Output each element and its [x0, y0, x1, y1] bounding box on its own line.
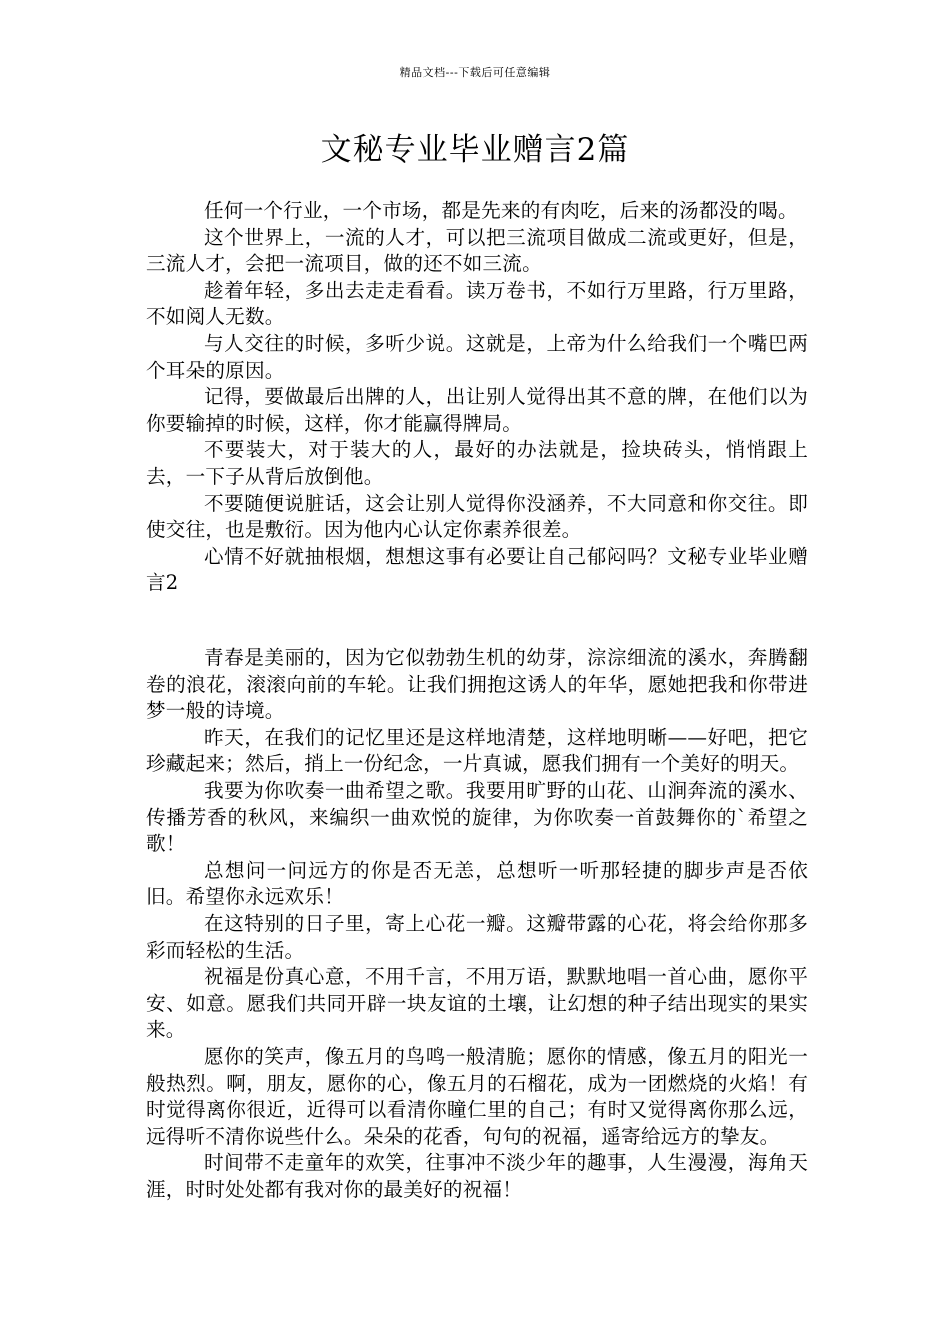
- page-header: 精品文档---下载后可任意编辑: [399, 66, 551, 79]
- paragraph: 祝福是份真心意，不用千言，不用万语，默默地唱一首心曲，愿你平安、如意。愿我们共同开辟一块友谊的土壤，让幻想的种子结出现实的果实来。: [146, 965, 808, 1042]
- article-section-1: [146, 198, 808, 597]
- paragraph: 与人交往的时候，多听少说。这就是，上帝为什么给我们一个嘴巴两个耳朵的原因。: [146, 331, 808, 382]
- paragraph: 愿你的笑声，像五月的鸟鸣一般清脆；愿你的情感，像五月的阳光一般热烈。啊，朋友，愿你的心，像五月的石榴花，成为一团燃烧的火焰！有时觉得离你很近，近得可以看清你瞳仁里的自己；有时又觉得离你那么远，远得听不清你说些什么。朵朵的花香，句句的祝福，遥寄给远方的挚友。: [146, 1044, 808, 1148]
- paragraph: 记得，要做最后出牌的人，出让别人觉得出其不意的牌，在他们以为你要输掉的时候，这样，你才能赢得牌局。: [146, 385, 808, 435]
- paragraph: 不要随便说脏话，这会让别人觉得你没涵养，不大同意和你交往。即使交往，也是敷衍。因为他内心认定你素养很差。: [146, 491, 808, 542]
- paragraph: 时间带不走童年的欢笑，往事冲不淡少年的趣事，人生漫漫，海角天涯，时时处处都有我对你的最美好的祝福！: [146, 1151, 808, 1201]
- paragraph: 昨天，在我们的记忆里还是这样地清楚，这样地明晰——好吧，把它珍藏起来；然后，捎上一份纪念，一片真诚，愿我们拥有一个美好的明天。: [146, 725, 808, 776]
- paragraph: 心情不好就抽根烟，想想这事有必要让自己郁闷吗？文秘专业毕业赠言2: [146, 544, 808, 595]
- paragraph: 在这特别的日子里，寄上心花一瓣。这瓣带露的心花，将会给你那多彩而轻松的生活。: [146, 911, 808, 962]
- paragraph: 任何一个行业，一个市场，都是先来的有肉吃，后来的汤都没的喝。: [204, 199, 798, 222]
- article-section-2: [146, 645, 808, 1203]
- paragraph: 不要装大，对于装大的人，最好的办法就是，捡块砖头，悄悄跟上去，一下子从背后放倒他。: [146, 438, 808, 488]
- document-title: 文秘专业毕业赠言2篇: [320, 132, 630, 168]
- paragraph: 趁着年轻，多出去走走看看。读万卷书，不如行万里路，行万里路，不如阅人无数。: [146, 278, 808, 329]
- paragraph: 总想问一问远方的你是否无恙，总想听一听那轻捷的脚步声是否依旧。希望你永远欢乐！: [146, 858, 808, 909]
- paragraph: 这个世界上，一流的人才，可以把三流项目做成二流或更好，但是，三流人才，会把一流项目，做的还不如三流。: [146, 225, 808, 276]
- paragraph: 我要为你吹奏一曲希望之歌。我要用旷野的山花、山涧奔流的溪水、传播芳香的秋风，来编织一曲欢悦的旋律，为你吹奏一首鼓舞你的`希望之歌！: [146, 778, 808, 856]
- paragraph: 青春是美丽的，因为它似勃勃生机的幼芽，淙淙细流的溪水，奔腾翻卷的浪花，滚滚向前的车轮。让我们拥抱这诱人的年华，愿她把我和你带进梦一般的诗境。: [146, 646, 808, 723]
